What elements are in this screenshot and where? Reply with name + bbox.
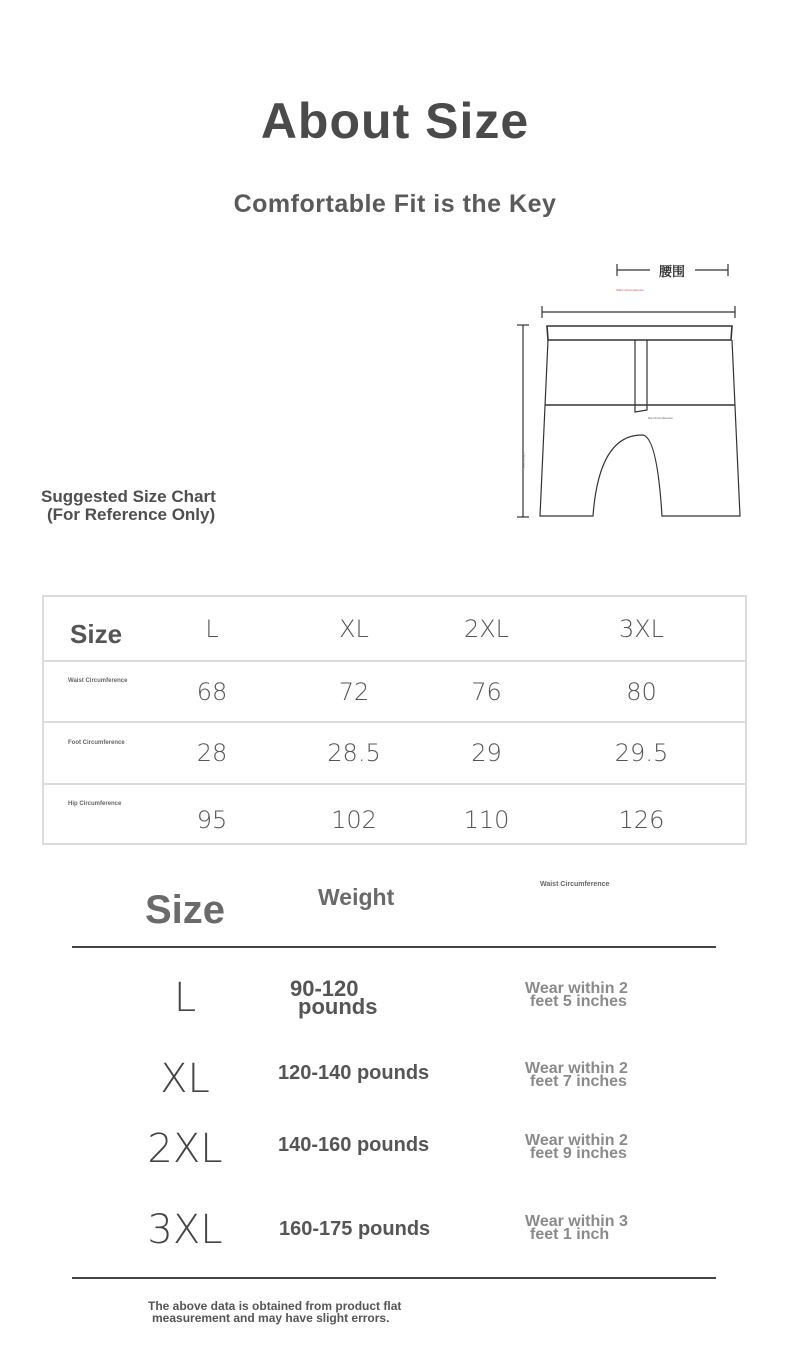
table-cell: 102 xyxy=(331,806,377,834)
weight-row-waist xyxy=(525,1134,628,1160)
weight-row-size: 3XL xyxy=(147,1207,223,1253)
table-bottom-rule xyxy=(72,1277,716,1279)
table-header-row xyxy=(44,597,745,662)
weight-row-weight xyxy=(290,976,378,1019)
weight-row-weight-line1: 90-120 xyxy=(290,976,359,1001)
weight-table-weight-header: Weight xyxy=(318,884,395,910)
weight-row-waist-line2: feet 9 inches xyxy=(530,1145,627,1162)
weight-row-waist-line2: feet 1 inch xyxy=(530,1226,610,1243)
header-size-xl: XL xyxy=(339,614,369,643)
table-cell: 68 xyxy=(196,677,228,706)
row-label: Waist Circumference xyxy=(68,678,128,684)
weight-row-weight: 140-160 pounds xyxy=(278,1134,430,1156)
table-cell: 126 xyxy=(618,806,665,834)
weight-row-waist-line1: Wear within 2 xyxy=(525,1132,628,1149)
header-size-3xl: 3XL xyxy=(618,614,665,643)
weight-row-waist-line1: Wear within 2 xyxy=(525,1060,628,1077)
weight-row-waist-line1: Wear within 3 xyxy=(525,1213,628,1230)
weight-row-size: L xyxy=(173,975,197,1021)
measurement-table xyxy=(42,595,747,845)
weight-row-weight-line2: pounds xyxy=(298,994,378,1019)
table-cell: 95 xyxy=(196,806,228,834)
header-size-l: L xyxy=(205,614,219,643)
table-top-rule xyxy=(72,946,716,948)
weight-row-waist-line2: feet 7 inches xyxy=(530,1073,627,1090)
weight-row-size: 2XL xyxy=(147,1126,223,1172)
size-chart-note-line2: (For Reference Only) xyxy=(47,505,216,524)
weight-row-waist xyxy=(525,1062,628,1088)
weight-row-waist-line1: Wear within 2 xyxy=(525,980,628,997)
row-label: Foot Circumference xyxy=(68,740,125,746)
hip-caption: Hip Circumference xyxy=(648,416,673,420)
page-subtitle: Comfortable Fit is the Key xyxy=(233,190,557,218)
table-row xyxy=(44,723,745,785)
weight-table-size-header: Size xyxy=(145,888,226,932)
weight-row-weight: 160-175 pounds xyxy=(279,1218,431,1240)
waist-caption: Waist Circumference xyxy=(616,288,644,292)
weight-row-weight: 120-140 pounds xyxy=(278,1062,430,1084)
row-label: Hip Circumference xyxy=(68,801,122,807)
waist-label-cn: 腰围 xyxy=(658,265,686,280)
size-chart-note xyxy=(41,488,216,524)
header-size-2xl: 2XL xyxy=(463,614,510,643)
footnote-line2: measurement and may have slight errors. xyxy=(152,1311,390,1325)
table-cell: 80 xyxy=(626,677,657,706)
shorts-diagram xyxy=(495,250,765,540)
weight-row-waist xyxy=(525,982,628,1008)
table-cell: 110 xyxy=(463,806,510,834)
table-cell: 76 xyxy=(471,677,502,706)
weight-row-waist-line2: feet 5 inches xyxy=(530,993,627,1010)
footnote-line1: The above data is obtained from product flat xyxy=(148,1299,402,1313)
weight-table-waist-header: Waist Circumference xyxy=(540,881,610,888)
table-cell: 28 xyxy=(196,739,228,767)
table-row xyxy=(44,785,745,843)
table-cell: 72 xyxy=(338,677,370,706)
weight-row-size: XL xyxy=(160,1056,210,1102)
footnote xyxy=(148,1300,401,1324)
size-header: Size xyxy=(70,619,123,649)
table-row xyxy=(44,662,745,723)
weight-row-waist xyxy=(525,1215,628,1241)
table-cell: 28.5 xyxy=(327,739,381,767)
page-title: About Size xyxy=(260,93,530,149)
table-cell: 29.5 xyxy=(614,739,669,767)
length-caption: Pants Length xyxy=(522,452,526,470)
size-chart-note-line1: Suggested Size Chart xyxy=(41,487,216,506)
table-cell: 29 xyxy=(471,739,502,767)
